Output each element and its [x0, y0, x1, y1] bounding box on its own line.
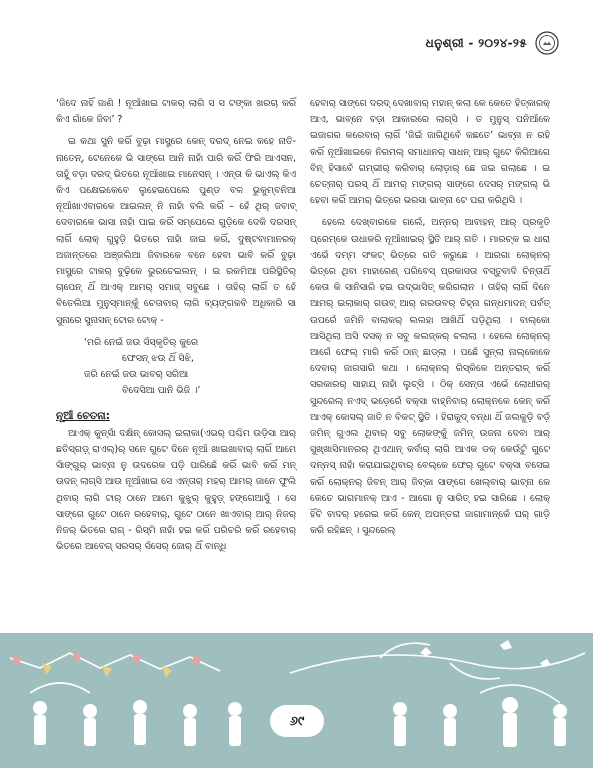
- left-paragraph-3: ଆଏକ୍ କୁନ୍ସାଁ ଦକ୍ଷିନ୍ କୋସଲ୍ ଇଲାକା(ଏଭର୍ ପଶ୍ଚିମ ଉଡ଼ିସା ଆର୍ ଛତିସ୍ଗଡ଼୍ ରାଏଲ୍)ର୍ ସନେ ଗୁଟେ ଦିନେ ନୂଆଁ ଖାଇଖାବାର୍ ଲାଗିଁ ଆମେ ସାଁଙ୍ଗୁର୍ ଭାବ୍ନା ନୁ ଉଦରେକ ପଡ଼ି ପାରିଛେଁ କରିଁ ଭାବି କରିଁ ମନ୍ ଉଦନ୍ ଲାଗ୍ସି ଆଉ ନୂଆଁଖାଇ ସେ ଏନ୍ତାର୍ ମହର୍ ଆମର୍ ଜାନେ ଫୁଲି ଥିବାର୍ ଲାଗି ଟାର୍ ଠାନେ ଆମେ କୁଝୁର୍ କୁହୁଡ଼୍ ହଙ୍ଗେଆସୁଁ । ସେ ସାଙ୍ଗେ ଗୁଟେ ଠାନେ ରହେବାର୍, ଗୁଟେ ଠାନେ ଖାଏବାର୍ ଆର୍ ନିଜର୍ ନିଜର୍ ଭିତରେ ରାଗ୍ - ରିସ୍ମି ନାହାଁ ହଇ କରିଁ ପରିଚରି କରିଁ ରହେବାର୍ ଭିତରେ ଆବେଗ୍ ସରସର୍ ସଁସେର୍ ଜୋର୍ ଥିଁ ବାନ୍ଧି: [56, 427, 296, 553]
- section-heading: ନୂଆଁ ଚେତନା:: [56, 409, 110, 422]
- right-paragraph-2: ହେଲେ ଦେଖ୍ବାରକେ ଗଲେଁ, ଅନ୍ନର୍ ଆବାହନ୍ ଆର୍ ପ୍ରକୃତି ପ୍ରେମ୍କେ ଉଧାକରି ନୂଆଁଖାଇର୍ ସ୍ଥିତି ଆର୍ ଗତି । ମାରଚ୍କ ଇ ଧାରା ଏଭେଁ ଦମ୍ମ ସଂକଟ୍ ଭିତ୍ରେ ଗତି କରୁଛେ । ଆରଗା ଲୋକ୍ନର୍ ଭିତ୍ରେ ଥିବା ମାହାରେଣ୍ ପରିବେସ୍ ପ୍ରକାସତା ବସ୍ତୁବାଦି ଚିନ୍ତାଥିଁ କେତା କି ସାନିସାରି ହଇ ଉଦ୍ଭାସିତ୍ କରିଗଲାନ । ତାହିର୍ ଲାଗିଁ ଦିନେ ଆମର୍ ଇଲାକାର୍ ଗଉବ୍ ଆର୍ ଗରଉବର୍ ଚିହ୍ନା ଗନ୍ଧମାଦନ୍ ପର୍ବତ୍ ଉପରେଁ ଜମିନି ବାଲାକର୍ ଲଲହା ଆଖିଥିଁ ପଡ଼ିଥିଲା । ବାଲ୍କୋ ଆସିଥିଲା ଅସି ଦସକ୍ ନ ସବୁ କଲଜ୍କର୍ ଚଲାଲା । ହେଲେ ଲୋକ୍ନର୍ ଆଗେଁ ଫେଲ୍ ମାରି କରିଁ ଠାନ୍ ଛାଡ୍ଲା । ପଛେଁ ସୁନ୍ଲା ନାଲ୍କୋକେ ଦେବାର୍ ଜାଗସାରି କଥା । ଲୋକ୍ନର୍ ରିସ୍କିକେ ଅନ୍ତରାଳ୍ କରିଁ ସରକାରର୍ ସାହାଯ୍ ନାହାଁ ଲୁଚ୍ସି । ଠିକ୍ ସେନ୍ତା ଏଭେଁ ଲୋଧୀରର୍ ସୁନ୍ଦରେଲ୍ ନଏଦ୍ ଭଡ଼େରେଁ ବକ୍ସା ବାହ୍ନିବାର୍ ଲୋକ୍ନକେ କେନ୍ କରିଁ ଆଏକ୍ କୋସଲ୍ ଜାତି ନ ବିକଟ୍ ସ୍ଥିତି । ହିରାକୁଦ୍ ବନ୍ଧା ଥିଁ ଜଲକୁଡ଼ି ବଡ଼ଁ ଜମିନ୍ ଗୁଏଲ ଥିବାର୍ ସବୁ ଲୋକଙ୍କୁଁ ଜମିନ୍ ଉଜନା ଦେବା ଆର୍ ସୁଖ୍ଖାସିମାନରର୍ ଥିଏଥାନ୍ କର୍ବାର୍ ଲାଗି ଆଏକ ଡକ୍ କେଉଁଟୁଁ ଗୁଟେ ଦନ୍ନସ୍ ନାହାଁ କରାଯାଇଥିବାର୍ ବେଲ୍କେ ଫେର୍ ଗୁଟେ ବକ୍ସା ବସେଇ କରିଁ ଲୋକ୍ନର୍ ଜିବନ୍ ଆର୍ ଜିବ୍କା ସାଙ୍ଗେ ଖେଲ୍ବାର୍ ଭାବ୍ନା କେ କେତେ ଭାଗମାନକ୍ ଆଏ - ଆଗୋ ନୁ ସାରିତ୍ ହଇ ସାରିଛେ । ଲୋକ୍ ହିଁଚି ବାଦର୍ ହରେଇ କରିଁ କେନ୍ ଅପନ୍ତରା ଜାଗାମାନ୍କେଁ ଘର୍ ଗାଡ଼ି କରି ରହିଛନ୍ । ସୁନ୍ଦରେଲ୍: [310, 217, 550, 537]
- verse-line: ଫେସନ୍ ଝଉ ଥିଁ ସିଝି,: [122, 353, 194, 365]
- page-number: ୬୯: [270, 705, 324, 737]
- right-column: [310, 96, 550, 545]
- seal-icon: [535, 31, 559, 55]
- left-paragraph-1: ‘ଜିଦେ ନାହିଁ ଜାଣି ! ନୂଆଁଖାଇ ଟାକର୍ ଲାଗି ସ ସ ଟଙ୍କା ଖରଚା କରିଁ କିଏ ଗାଁକେ ଜିବା’ ?: [56, 98, 296, 126]
- verse-line: ‘ମରି ନେଇଁ ଜଉ ସଁସ୍କୃତିର୍ କୁରେ: [84, 336, 198, 348]
- left-column: [56, 96, 296, 561]
- magazine-title: ଧନୁଶ୍ରୀ - ୨୦୨୪-୨୫: [425, 35, 527, 50]
- right-paragraph-1: ହେବାର୍ ସାଙ୍ଗେ ଦରଦ୍ ଦେଖାବାର୍ ମହାନ୍ କଲା କେ କେତେ ହିତ୍କାରକ୍ ଆଏ, ଭାବ୍ନେ ବଡ଼ା ଆକାରରେ ଲାଗ୍ସି । ତ ମୁନୁସ୍ ପନିଆଁକେ ଇଜାଗର କରେବାର୍ ଲାଗିଁ ‘ଜିଇଁ ଜାଗିଥିବେଁ କଛତେ’ ଭାବ୍ନା ନ ରହି କରିଁ ନୂଆଁଖାଇକେ ନିରମଲ୍ ସମାଧାନର୍ ସାଧନ୍ ଆର୍ ଗୁଟେ କିରିଆଗେ ବିନ୍ ହିସାବେଁ ଗମ୍ଭୀର୍ କରିବାର୍ ଲୋଡ଼ାର୍ ଛେ ଜଇ ଗଲାଛେ । ଇ ଚେତ୍ନାର୍ ପରସ୍ ଥିଁ ଆମର୍ ମଙ୍ଗଲ୍ ସାଙ୍ଗେ ଦେସର୍ ମଙ୍ଗଲ୍ ଭି ହେବା କରିଁ ଆମର୍ ଭିତ୍ରେ ଭରସା ଭାବ୍ନା ଟେ ଘରା କରିଥିସି ।: [310, 98, 550, 207]
- page-header: [426, 30, 559, 56]
- verse-line: ବିଦେସିଆ ପାନି ଭିଜି ।’: [122, 385, 201, 397]
- verse-line: ଜରି ନେଇଁ ଜଉ ଭାବର୍ ସରିଆ: [84, 369, 189, 381]
- folk-art-illustration: [0, 633, 593, 768]
- verse-block: [84, 335, 296, 400]
- left-paragraph-2: ଇ କଥା ସୁନି କରିଁ ବୁଢ଼ା ମାସ୍ଟ୍ରେ କେନ୍ ଦରଦ୍ ନେଇ କହେ ନାତି-ନାତେନ୍, ଟେନେକେ ଭି ସାଙ୍ଗେ ଆନି ନାହାଁ ପାରି କରିଁ ଫିରି ଆଏସନ, ତାହୁଁ ବଡ଼ା ଦରଦ୍ ଭିତରେ ନୂଆଁଖାଇ ମାନେସନ୍ । ଏନ୍ତା କି ଭାଏଲ୍ କିଏ କିଏ ପକ୍ଷେଇକେବେ ଲୁହେଇପେଲେ ପୁଣ୍ଡ ବଳ ଭୁକୁମ୍ବନିଆ ନୂଆଁଖାଏବାରକେ ଆଇଲନ୍ ନି ନାହାଁ ବଲି କରିଁ – ହେଁ ଥିର୍ ଜବାବ୍ ଦେବାରକେ ଭାସା ନାହାଁ ପାଇ କରିଁ ସମ୍ପେଲେ ଗୁଡ଼ିକେ ଦେକି ଦରସନ୍ ଲାଗିଁ ଲୋକ୍ ଗୁହୁଡ଼ି ଭିତରେ ନାହାଁ ଜାଇ କରିଁ, ଦୁଷ୍ଟବାମାନରକ୍ ଅଜାନ୍ତରେ ଅଞ୍ଜଲିଆ ଜିବାରକେ ବନେ ହେବା ଭାବି କରିଁ ବୁଢ଼ା ମାସ୍ଟ୍ରେ ଟାକର୍ ବୁଢ଼ିକେ ଭୁରଚେଇଲନ୍ । ଇ ରକମିଆ ପରିସ୍ଥିତିର୍ ଚାପେନ୍ ଥିଁ ଆଏକ୍ ଆମର୍ ସମାଜ୍ ସବୁଛେ । ତାହିର୍ ଲାଗିଁ ତ ହେଁ ବିତେଲିଆ ମୁନୁସ୍ମାନ୍କୁଁ ଚେତାବାର୍ ଲାଗି ବ୍ୟଙ୍ଗକବି ଅଧିକାରି ସା ସୁନାରେ ସୁନାସନ୍ ଟୋର ଟୋକ୍ -: [56, 136, 296, 326]
